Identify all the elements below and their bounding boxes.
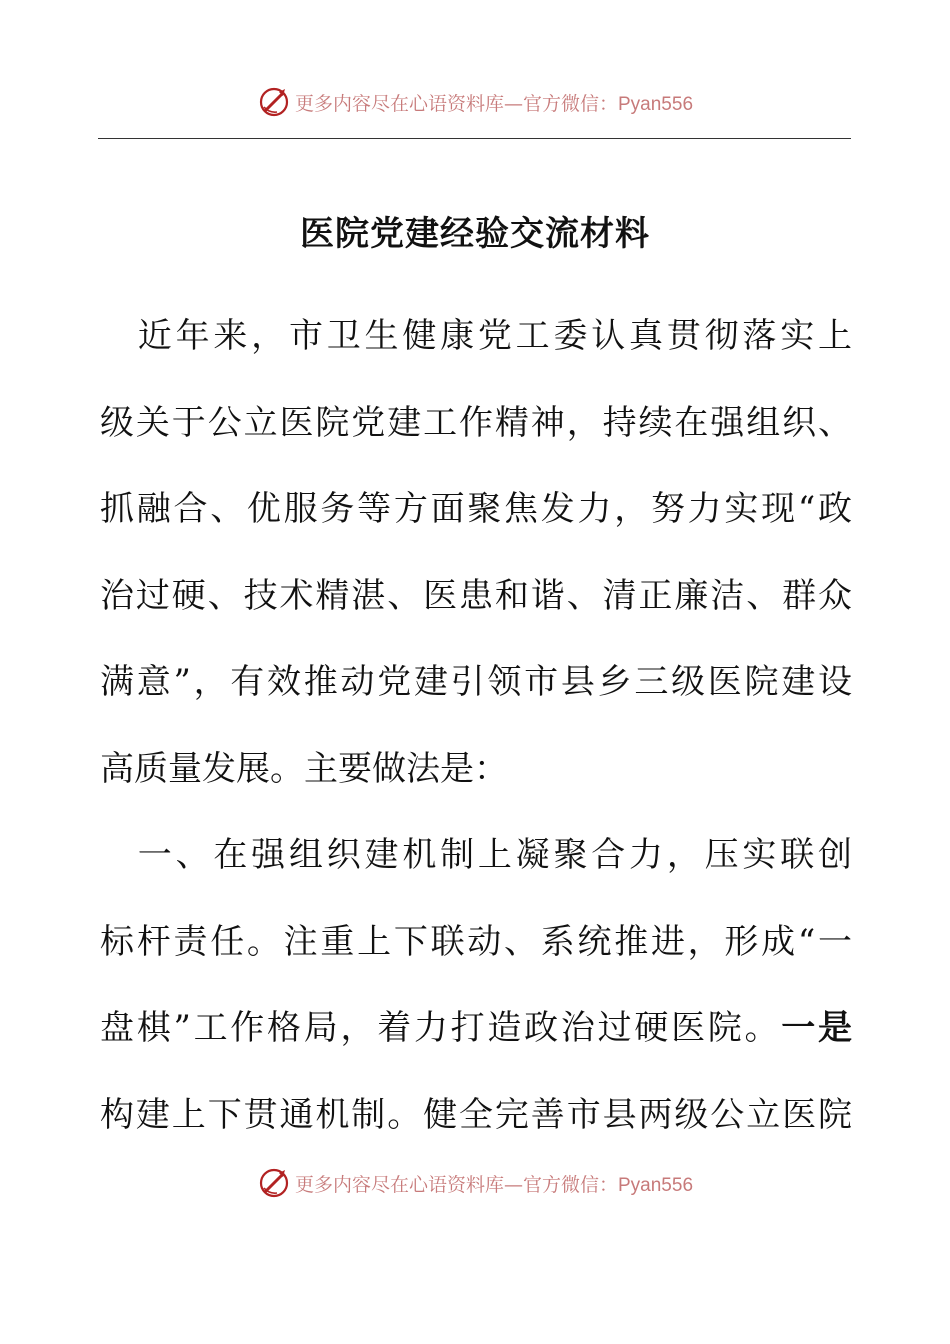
pen-logo-icon [257, 85, 291, 119]
document-title: 医院党建经验交流材料 [300, 214, 650, 254]
document-body [100, 293, 852, 1158]
footer-banner-text [295, 1170, 693, 1197]
pen-logo-icon [257, 1166, 291, 1200]
footer-banner [0, 1163, 950, 1203]
body-line: 高质量发展。主要做法是： [100, 748, 508, 789]
footer-banner-id: Pyan556 [618, 1174, 694, 1196]
body-line: 级关于公立医院党建工作精神，持续在强组织、 [100, 402, 852, 443]
body-line: 治过硬、技术精湛、医患和谐、清正廉洁、群众 [100, 575, 852, 616]
body-line: 近年来，市卫生健康党工委认真贯彻落实上 [100, 316, 852, 356]
body-line-segment: 盘棋”工作格局，着力打造政治过硬医院。 [100, 1008, 782, 1048]
body-line-mixed [100, 985, 852, 1072]
body-line: 标杆责任。注重上下联动、系统推进，形成“一 [100, 921, 852, 962]
header-banner-cn: 更多内容尽在心语资料库—官方微信： [294, 92, 618, 115]
header-banner-id: Pyan556 [618, 93, 694, 115]
header-banner-text [295, 89, 693, 116]
body-line: 抓融合、优服务等方面聚焦发力，努力实现“政 [100, 489, 852, 529]
body-line: 一、在强组织建机制上凝聚合力，压实联创 [100, 835, 852, 875]
footer-banner-cn: 更多内容尽在心语资料库—官方微信： [294, 1173, 618, 1196]
body-line: 构建上下贯通机制。健全完善市县两级公立医院 [100, 1094, 852, 1135]
body-line-bold-segment: 一是 [781, 1008, 852, 1048]
header-banner [0, 82, 950, 122]
body-line: 满意”，有效推动党建引领市县乡三级医院建设 [100, 662, 852, 702]
header-rule [98, 138, 851, 139]
